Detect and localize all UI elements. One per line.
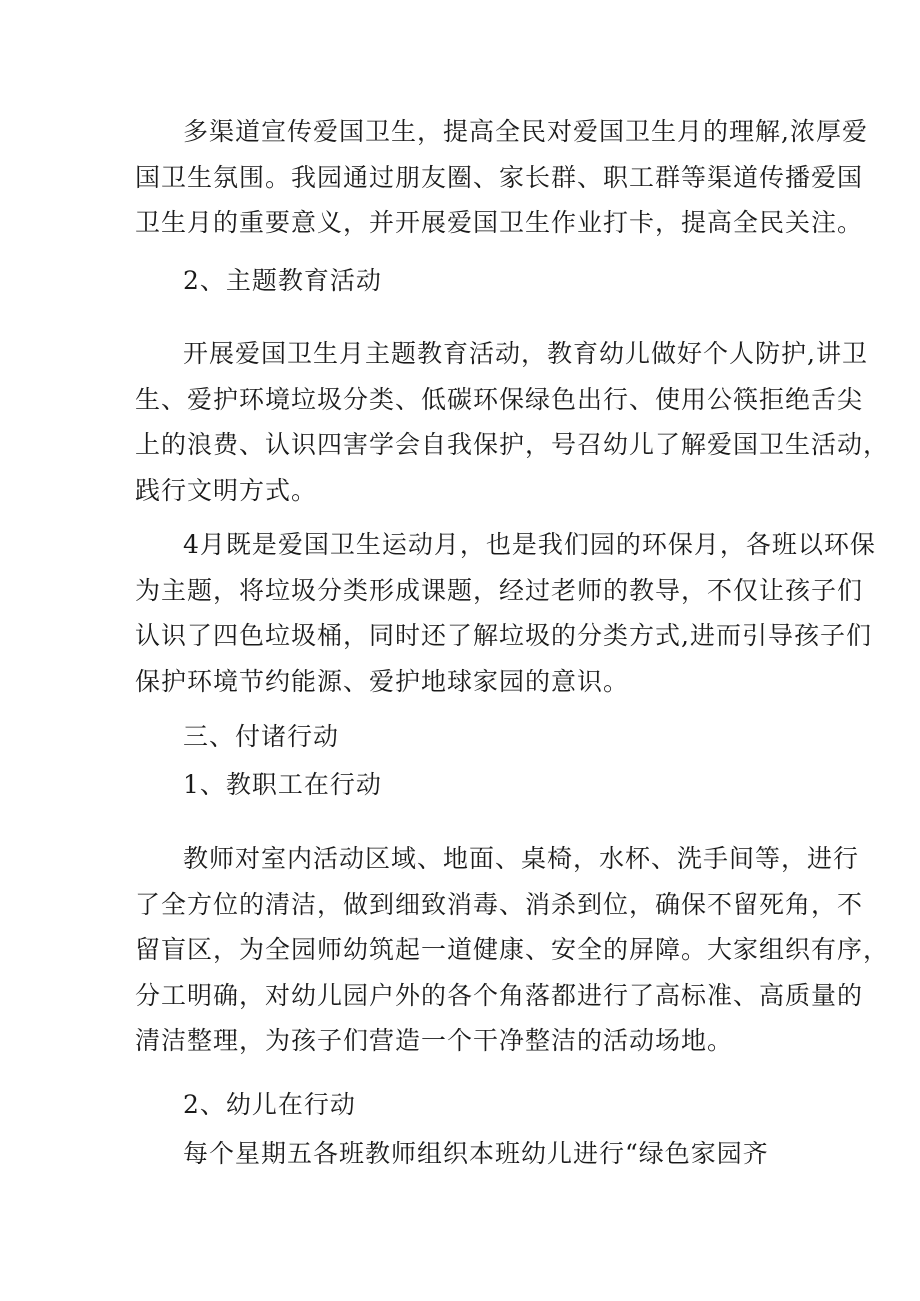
paragraph-line: 4月既是爱国卫生运动月，也是我们园的环保月，各班以环保 bbox=[183, 530, 876, 559]
paragraph-channels bbox=[135, 109, 868, 246]
paragraph-friday-activity bbox=[135, 1131, 805, 1177]
paragraph-line: 生、爱护环境垃圾分类、低碳环保绿色出行、使用公筷拒绝舌尖 bbox=[135, 384, 864, 414]
subheading-text: 2、幼儿在行动 bbox=[183, 1090, 356, 1119]
section-heading-text: 三、付诸行动 bbox=[183, 722, 340, 751]
paragraph-line: 保护环境节约能源、爱护地球家园的意识。 bbox=[135, 666, 630, 696]
paragraph-line: 开展爱国卫生月主题教育活动，教育幼儿做好个人防护,讲卫 bbox=[183, 339, 868, 368]
paragraph-line: 每个星期五各班教师组织本班幼儿进行“绿色家园齐 bbox=[183, 1139, 769, 1168]
paragraph-line: 践行文明方式。 bbox=[135, 475, 318, 505]
paragraph-line: 清洁整理，为孩子们营造一个干净整洁的活动场地。 bbox=[135, 1026, 734, 1055]
paragraph-line: 留盲区，为全园师幼筑起一道健康、安全的屏障。大家组织有序， bbox=[135, 935, 890, 964]
paragraph-line: 认识了四色垃圾桶，同时还了解垃圾的分类方式,进而引导孩子们 bbox=[135, 621, 872, 650]
paragraph-line: 卫生月的重要意义，并开展爱国卫生作业打卡，提高全民关注。 bbox=[135, 208, 864, 237]
paragraph-theme-activities bbox=[135, 331, 890, 513]
subheading-theme-education bbox=[135, 258, 805, 304]
paragraph-line: 国卫生氛围。我园通过朋友圈、家长群、职工群等渠道传播爱国 bbox=[135, 162, 864, 192]
section-heading-action bbox=[135, 714, 805, 760]
subheading-staff-action bbox=[135, 762, 805, 808]
paragraph-staff-cleaning bbox=[135, 836, 890, 1064]
paragraph-line: 了全方位的清洁，做到细致消毒、消杀到位，确保不留死角，不 bbox=[135, 889, 864, 919]
subheading-text: 1、教职工在行动 bbox=[183, 770, 382, 799]
paragraph-environment-month bbox=[135, 522, 876, 704]
paragraph-line: 上的浪费、认识四害学会自我保护，号召幼儿了解爱国卫生活动， bbox=[135, 430, 890, 459]
subheading-children-action bbox=[135, 1082, 805, 1128]
paragraph-line: 多渠道宣传爱国卫生，提高全民对爱国卫生月的理解,浓厚爱 bbox=[183, 117, 868, 146]
subheading-text: 2、主题教育活动 bbox=[183, 266, 382, 295]
paragraph-line: 为主题，将垃圾分类形成课题，经过老师的教导，不仅让孩子们 bbox=[135, 575, 864, 605]
paragraph-line: 分工明确，对幼儿园户外的各个角落都进行了高标准、高质量的 bbox=[135, 980, 864, 1010]
paragraph-line: 教师对室内活动区域、地面、桌椅，水杯、洗手间等，进行 bbox=[183, 844, 860, 873]
